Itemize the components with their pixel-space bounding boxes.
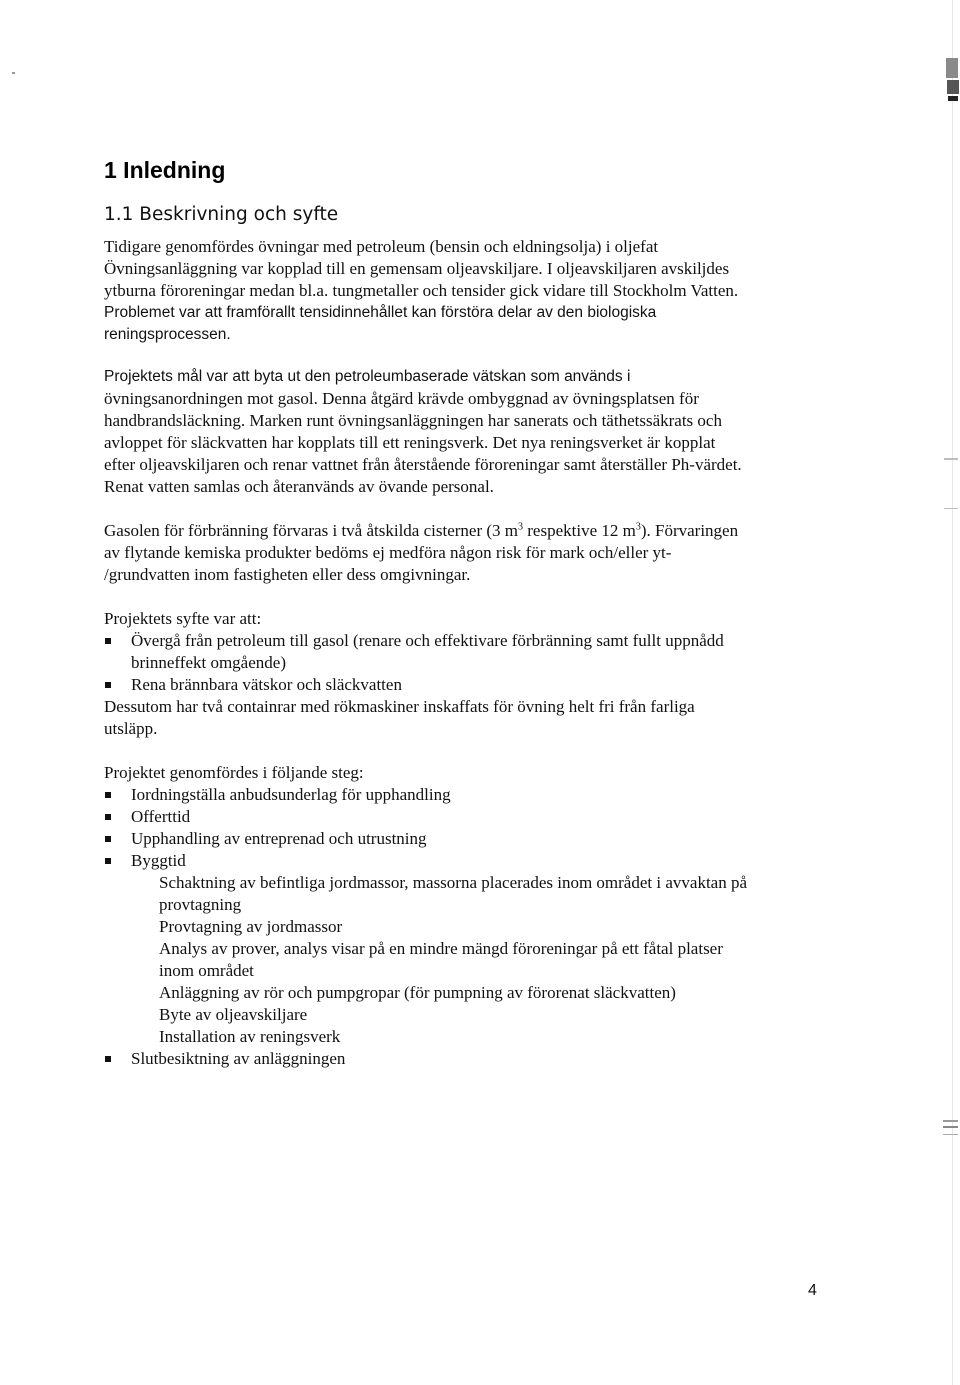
scan-smudge (946, 58, 958, 78)
list-item-text: brinneffekt omgående) (131, 653, 286, 672)
substep-line: Installation av reningsverk (159, 1027, 341, 1046)
list-item (104, 630, 824, 674)
list-item-text: Rena brännbara vätskor och släckvatten (131, 675, 402, 694)
substep-line: inom området (159, 961, 254, 980)
text-line: avloppet för släckvatten har kopplats till ett reningsverk. Det nya reningsverket är kopplat (104, 433, 716, 452)
substep-line: Schaktning av befintliga jordmassor, massorna placerades inom området i avvaktan på (159, 873, 748, 892)
substep-line: Analys av prover, analys visar på en mindre mängd föroreningar på ett fåtal platser (159, 939, 723, 958)
list-item-text: Övergå från petroleum till gasol (renare och effektivare förbränning samt fullt uppnådd (131, 631, 724, 650)
substep-line: Provtagning av jordmassor (159, 917, 343, 936)
text-line: efter oljeavskiljaren och renar vattnet från återstående föroreningar samt återställer Ph-värdet. (104, 455, 742, 474)
scan-smudge (944, 508, 958, 509)
steps-list-end (104, 1048, 824, 1070)
text-line: /grundvatten inom fastigheten eller dess omgivningar. (104, 565, 471, 584)
section-heading: 1.1 Beskrivning och syfte (104, 204, 339, 225)
text-line: ytburna föroreningar medan bl.a. tungmetaller och tensider gick vidare till Stockholm Vatten. (104, 281, 739, 300)
list-item: Slutbesiktning av anläggningen (104, 1048, 824, 1070)
text-line: reningsprocessen. (104, 326, 231, 343)
text-line (104, 520, 824, 542)
text-line: Problemet var att framförallt tensidinnehållet kan förstöra delar av den biologiska (104, 304, 657, 321)
text-segment: respektive 12 m (523, 521, 636, 540)
steps-list (104, 784, 824, 872)
list-item: Upphandling av entreprenad och utrustning (104, 828, 824, 850)
scan-edge-line (952, 0, 953, 1385)
text-line: Projektets mål var att byta ut den petroleumbaserade vätskan som används i (104, 368, 631, 385)
text-line: Tidigare genomfördes övningar med petroleum (bensin och eldningsolja) i oljefat (104, 237, 659, 256)
text-line: Renat vatten samlas och återanvänds av övande personal. (104, 477, 494, 496)
scan-smudge (947, 80, 959, 94)
scan-edge-artifacts (938, 0, 960, 1385)
scan-smudge (944, 458, 958, 460)
scan-speck (12, 72, 15, 74)
scan-smudge (948, 96, 958, 101)
list-item: Iordningställa anbudsunderlag för upphandling (104, 784, 824, 806)
purpose-list (104, 630, 824, 696)
text-segment: ). Förvaringen (640, 521, 739, 540)
scan-smudge (943, 1134, 958, 1135)
page-number: 4 (808, 1282, 817, 1299)
text-line: Dessutom har två containrar med rökmaskiner inskaffats för övning helt fri från farliga (104, 697, 695, 716)
superscript: 3 (518, 521, 523, 533)
list-item: Byggtid (104, 850, 824, 872)
substep-line: provtagning (159, 895, 242, 914)
superscript: 3 (635, 521, 641, 533)
substep-line: Anläggning av rör och pumpgropar (för pumpning av förorenat släckvatten) (159, 983, 676, 1002)
list-item (104, 674, 824, 696)
paragraph-background (104, 236, 824, 346)
paragraph-project-purpose (104, 608, 824, 740)
scan-smudge (943, 1126, 958, 1128)
paragraph-gas-storage (104, 520, 824, 586)
list-item: Offerttid (104, 806, 824, 828)
scan-smudge (943, 1120, 958, 1122)
text-line: utsläpp. (104, 719, 158, 738)
text-line: Övningsanläggning var kopplad till en gemensam oljeavskiljare. I oljeavskiljaren avskiljdes (104, 259, 730, 278)
list-intro: Projektets syfte var att: (104, 609, 262, 628)
chapter-heading: 1 Inledning (104, 157, 226, 183)
paragraph-project-goal (104, 366, 824, 498)
text-line: av flytande kemiska produkter bedöms ej medföra någon risk för mark och/eller yt- (104, 543, 672, 562)
list-intro: Projektet genomfördes i följande steg: (104, 763, 364, 782)
paragraph-project-steps (104, 762, 824, 1070)
substep-line: Byte av oljeavskiljare (159, 1005, 308, 1024)
text-line: handbrandsläckning. Marken runt övningsanläggningen har sanerats och täthetssäkrats och (104, 411, 722, 430)
byggtid-substeps (104, 872, 824, 1048)
text-segment: Gasolen för förbränning förvaras i två åtskilda cisterner (3 m (104, 521, 518, 540)
text-line: övningsanordningen mot gasol. Denna åtgärd krävde ombyggnad av övningsplatsen för (104, 389, 699, 408)
